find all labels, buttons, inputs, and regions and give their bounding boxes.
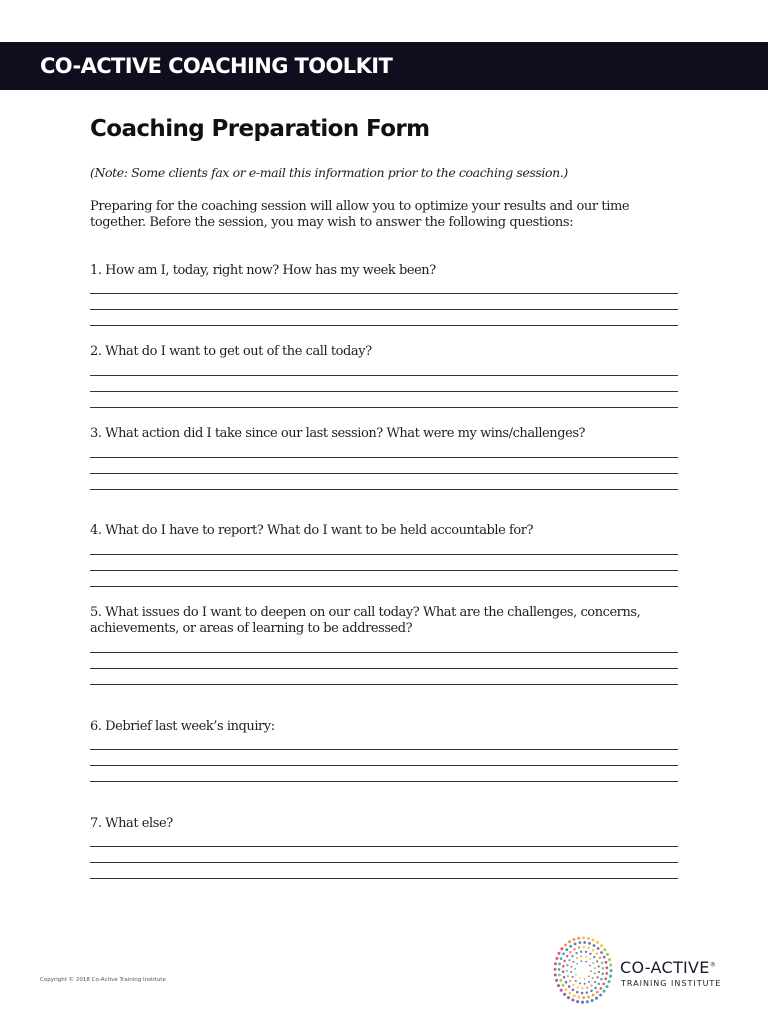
logo-dot [596,952,599,955]
logo-dot [589,958,591,960]
logo-dot [599,957,602,960]
logo-dot [596,991,599,994]
logo-dot [565,948,568,951]
logo-dot [588,942,591,945]
logo-dot [570,971,572,973]
logo-dot [603,948,606,951]
answer-line[interactable] [90,846,678,847]
logo-dot [575,952,577,954]
header-title: CO-ACTIVE COACHING TOOLKIT [40,54,393,78]
logo-dot [582,936,585,939]
logo-dot [593,944,596,947]
answer-line[interactable] [90,749,678,750]
question-text: 4. What do I have to report? What do I want to be held accountable for? [90,523,534,538]
logo-dot [578,946,581,949]
logo-dot [572,976,574,978]
logo-dot [566,955,569,958]
logo-dot [585,956,587,958]
logo-dot [590,984,592,986]
logo-dot [568,985,571,988]
logo-dot [571,998,574,1001]
logo-dot [580,955,582,957]
logo-dot [600,951,603,954]
logo-dot [569,992,572,995]
logo-dot [555,957,558,960]
logo-dot [581,992,584,995]
answer-line[interactable] [90,652,678,653]
copyright-text: Copyright © 2018 Co-Active Training Institute [40,977,166,983]
logo-dot [580,951,582,953]
logo-dot [560,989,563,992]
logo-dot [592,977,594,979]
logo-dot [596,960,598,962]
logo-dot [606,966,609,969]
answer-line[interactable] [90,668,678,669]
answer-line[interactable] [90,862,678,863]
logo-dot [562,984,565,987]
logo-dot [563,993,566,996]
logo-dot [570,966,572,968]
logo-tagline: TRAINING INSTITUTE [621,979,722,988]
logo-dot [603,990,606,993]
logo-dot [581,987,583,989]
logo-dot [592,962,594,964]
logo-dot [586,987,588,989]
form-title: Coaching Preparation Form [90,116,430,142]
logo-name: CO-ACTIVE® [620,958,717,977]
answer-line[interactable] [90,325,678,326]
logo-dot [558,974,561,977]
logo-dot [587,937,590,940]
logo-dot [602,967,605,970]
logo-dot [565,988,568,991]
answer-line[interactable] [90,765,678,766]
logo-dot [574,968,576,970]
logo-dot [588,975,590,977]
logo-dot [594,981,596,983]
logo-dot [605,961,608,964]
answer-line[interactable] [90,407,678,408]
logo-dot [601,962,604,965]
logo-dot [579,941,582,944]
note-text: (Note: Some clients fax or e-mail this information prior to the coaching session.) [90,165,568,180]
logo-dot [568,959,570,961]
logo-dot [598,965,600,967]
answer-line[interactable] [90,391,678,392]
logo-dot [563,976,566,979]
logo-dot [609,975,612,978]
logo-dot [577,937,580,940]
answer-line[interactable] [90,489,678,490]
logo-dot [600,987,603,990]
logo-dot [608,980,611,983]
logo-dot [594,987,597,990]
question-text: 1. How am I, today, right now? How has my week been? [90,263,436,278]
header-bar [0,42,768,90]
question-text: 5. What issues do I want to deepen on our call today? What are the challenges, concerns, achievements, or areas of learning to be addressed? [90,605,641,636]
logo-dot [572,961,574,963]
logo-dot [562,965,565,968]
logo-dot [554,973,557,976]
logo-dot [595,997,598,1000]
logo-dot [592,938,595,941]
logo-dot [567,975,569,977]
logo-dot [555,979,558,982]
logo-dot [573,994,576,997]
logo-dot [599,993,602,996]
logo-dot [597,976,599,978]
logo-dot [573,948,576,951]
question-text: 7. What else? [90,816,173,831]
logo-dot [585,951,587,953]
logo-dot [557,952,560,955]
logo-dot [596,941,599,944]
logo-dot [604,977,607,980]
logo-dot [609,969,612,972]
answer-line[interactable] [90,293,678,294]
logo-dot [564,943,567,946]
logo-dot [582,996,585,999]
answer-line[interactable] [90,473,678,474]
logo-dot [590,990,593,993]
question-3 [90,426,678,442]
logo-dot [576,957,578,959]
logo-dot [563,960,566,963]
answer-line[interactable] [90,570,678,571]
logo-dot [579,982,581,984]
logo-dot [560,947,563,950]
logo-dot [584,983,586,985]
logo-dot [576,963,578,965]
logo-dot [572,938,575,941]
logo-dot [594,967,596,969]
logo-dot [589,965,591,967]
intro-text: Preparing for the coaching session will allow you to optimize your results and our time together. Before the session, you may wish to answer the following questions: [90,199,630,230]
logo-icon [550,930,616,1010]
logo-dot [565,981,568,984]
logo-dot [583,946,586,949]
answer-line[interactable] [90,554,678,555]
logo-dot [569,951,572,954]
answer-line[interactable] [90,781,678,782]
logo-dot [609,963,612,966]
logo-dot [558,963,561,966]
logo-dot [577,986,579,988]
answer-line[interactable] [90,586,678,587]
logo-dot [602,983,605,986]
logo-dot [567,996,570,999]
question-4 [90,523,678,539]
logo-dot [557,984,560,987]
question-text: 6. Debrief last week’s inquiry: [90,719,275,734]
logo-dot [569,945,572,948]
logo-dot [562,970,565,973]
logo-dot [566,970,568,972]
logo-dot [559,979,562,982]
question-text: 3. What action did I take since our last session? What were my wins/challenges? [90,426,586,441]
logo-dot [588,981,590,983]
answer-line[interactable] [90,375,678,376]
logo-dot [593,956,595,958]
logo-dot [575,980,577,982]
logo-dot [594,972,596,974]
logo-dot [605,972,608,975]
question-5 [90,605,678,637]
logo-dot [605,985,608,988]
logo-dot [587,996,590,999]
logo-dot [553,968,556,971]
logo-dot [583,941,586,944]
logo-dot [587,947,590,950]
logo-dot [568,940,571,943]
logo-dot [592,994,595,997]
logo-dot [581,960,583,962]
question-7 [90,816,678,832]
logo-dot [589,953,591,955]
question-6 [90,719,678,735]
logo-dot [586,1000,589,1003]
logo-dot [598,971,600,973]
answer-line[interactable] [90,878,678,879]
logo-dot [579,978,581,980]
logo-dot [584,978,586,980]
logo-dot [575,974,577,976]
logo-dot [562,952,565,955]
logo-dot [572,989,575,992]
question-text: 2. What do I want to get out of the call today? [90,344,372,359]
logo-dot [578,996,581,999]
logo-dot [566,964,568,966]
logo-dot [600,978,603,981]
logo-dot [574,943,577,946]
answer-line[interactable] [90,309,678,310]
logo-dot [606,953,609,956]
logo-dot [592,949,595,952]
logo-dot [591,999,594,1002]
logo-dot [576,1000,579,1003]
question-1 [90,263,678,279]
logo-dot [585,961,587,963]
logo-dot [590,970,592,972]
logo-dot [603,956,606,959]
logo-dot [572,984,574,986]
logo-dot [598,983,601,986]
logo-dot [554,962,557,965]
logo-dot [558,968,561,971]
logo-dot [560,957,563,960]
logo-dot [601,973,604,976]
logo-dot [571,955,573,957]
logo-dot [586,991,589,994]
answer-line[interactable] [90,457,678,458]
logo-dot [600,944,603,947]
logo-dot [608,958,611,961]
logo-dot [569,980,571,982]
question-2 [90,344,678,360]
logo-dot [597,947,600,950]
logo-dot [581,1001,584,1004]
logo-dot [576,991,579,994]
answer-line[interactable] [90,684,678,685]
